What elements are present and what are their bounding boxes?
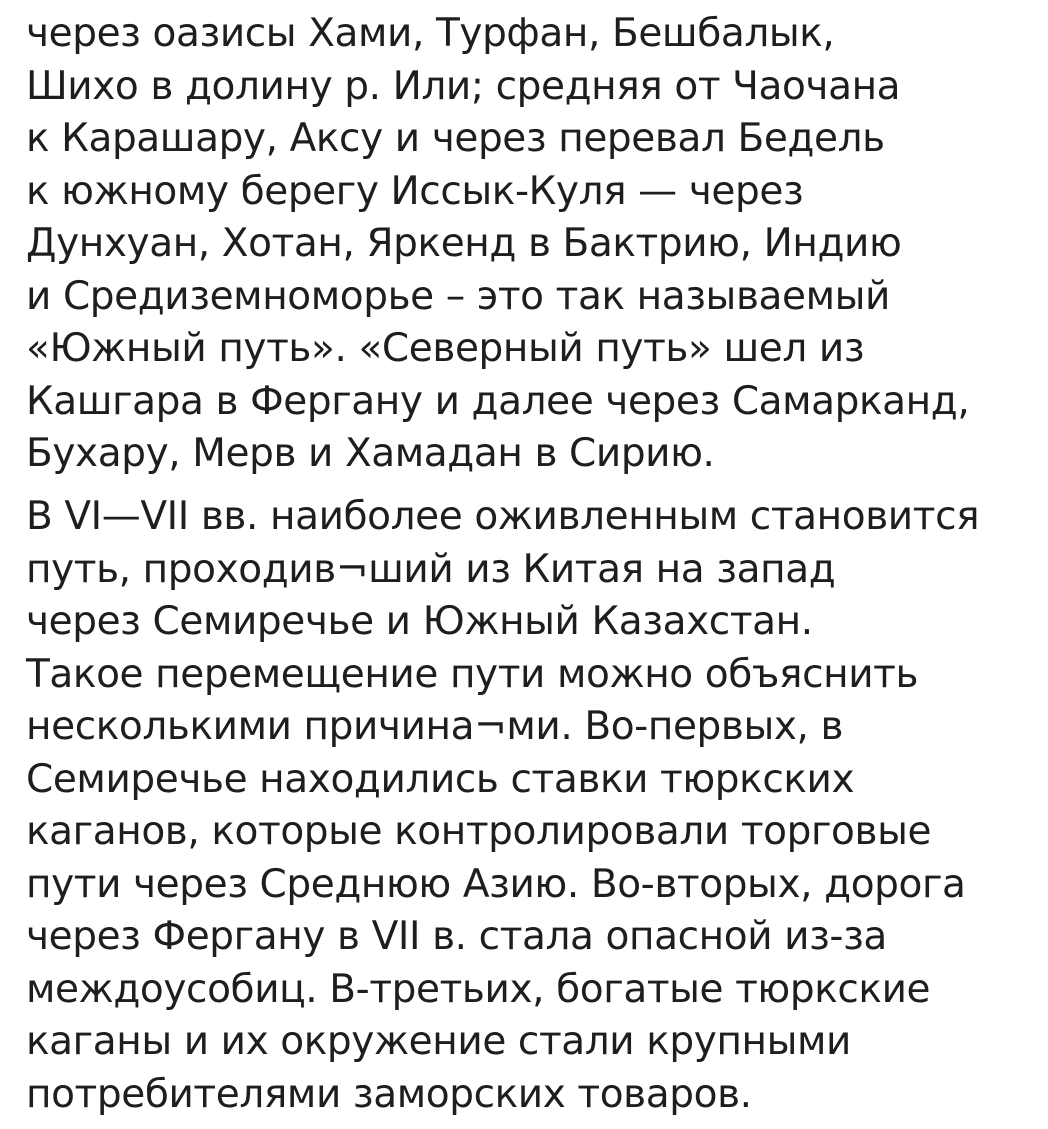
text-line: Шихо в долину р. Или; средняя от Чаочана [26, 63, 901, 109]
text-line: через оазисы Хами, Турфан, Бешбалык, [26, 11, 835, 56]
text-line: Такое перемещение пути можно объяснить [26, 651, 919, 697]
text-line: Кашгара в Фергану и далее через Самарканд, [26, 378, 970, 424]
text-line: путь, проходив¬ший из Китая на запад [26, 546, 836, 592]
text-line: и Средиземноморье – это так называемый [26, 273, 890, 319]
text-line: каганы и их окружение стали крупными [26, 1019, 851, 1064]
text-line: к Карашару, Аксу и через перевал Бедель [26, 116, 885, 161]
text-line: В VI—VII вв. наиболее оживленным становится [26, 494, 980, 539]
text-line: потребителями заморских товаров. [26, 1071, 752, 1117]
text-line: «Южный путь». «Северный путь» шел из [26, 326, 865, 371]
text-line: Дунхуан, Хотан, Яркенд в Бактрию, Индию [26, 221, 902, 266]
paragraph-2 [26, 491, 979, 1121]
text-line: Бухару, Мерв и Хамадан в Сирию. [26, 431, 715, 476]
paragraph-1 [26, 8, 969, 481]
text-line: каганов, которые контролировали торговые [26, 809, 932, 854]
text-line: междоусобиц. В-третьих, богатые тюркские [26, 966, 931, 1012]
text-line: несколькими причина¬ми. Во-первых, в [26, 704, 844, 749]
text-line: пути через Среднюю Азию. Во-вторых, дорога [26, 861, 966, 907]
text-line: к южному берегу Иссык-Куля — через [26, 168, 804, 214]
text-line: через Семиречье и Южный Казахстан. [26, 599, 813, 644]
text-line: через Фергану в VII в. стала опасной из-за [26, 914, 887, 959]
text-line: Семиречье находились ставки тюркских [26, 756, 855, 802]
cut-off-line [26, 0, 1048, 3]
